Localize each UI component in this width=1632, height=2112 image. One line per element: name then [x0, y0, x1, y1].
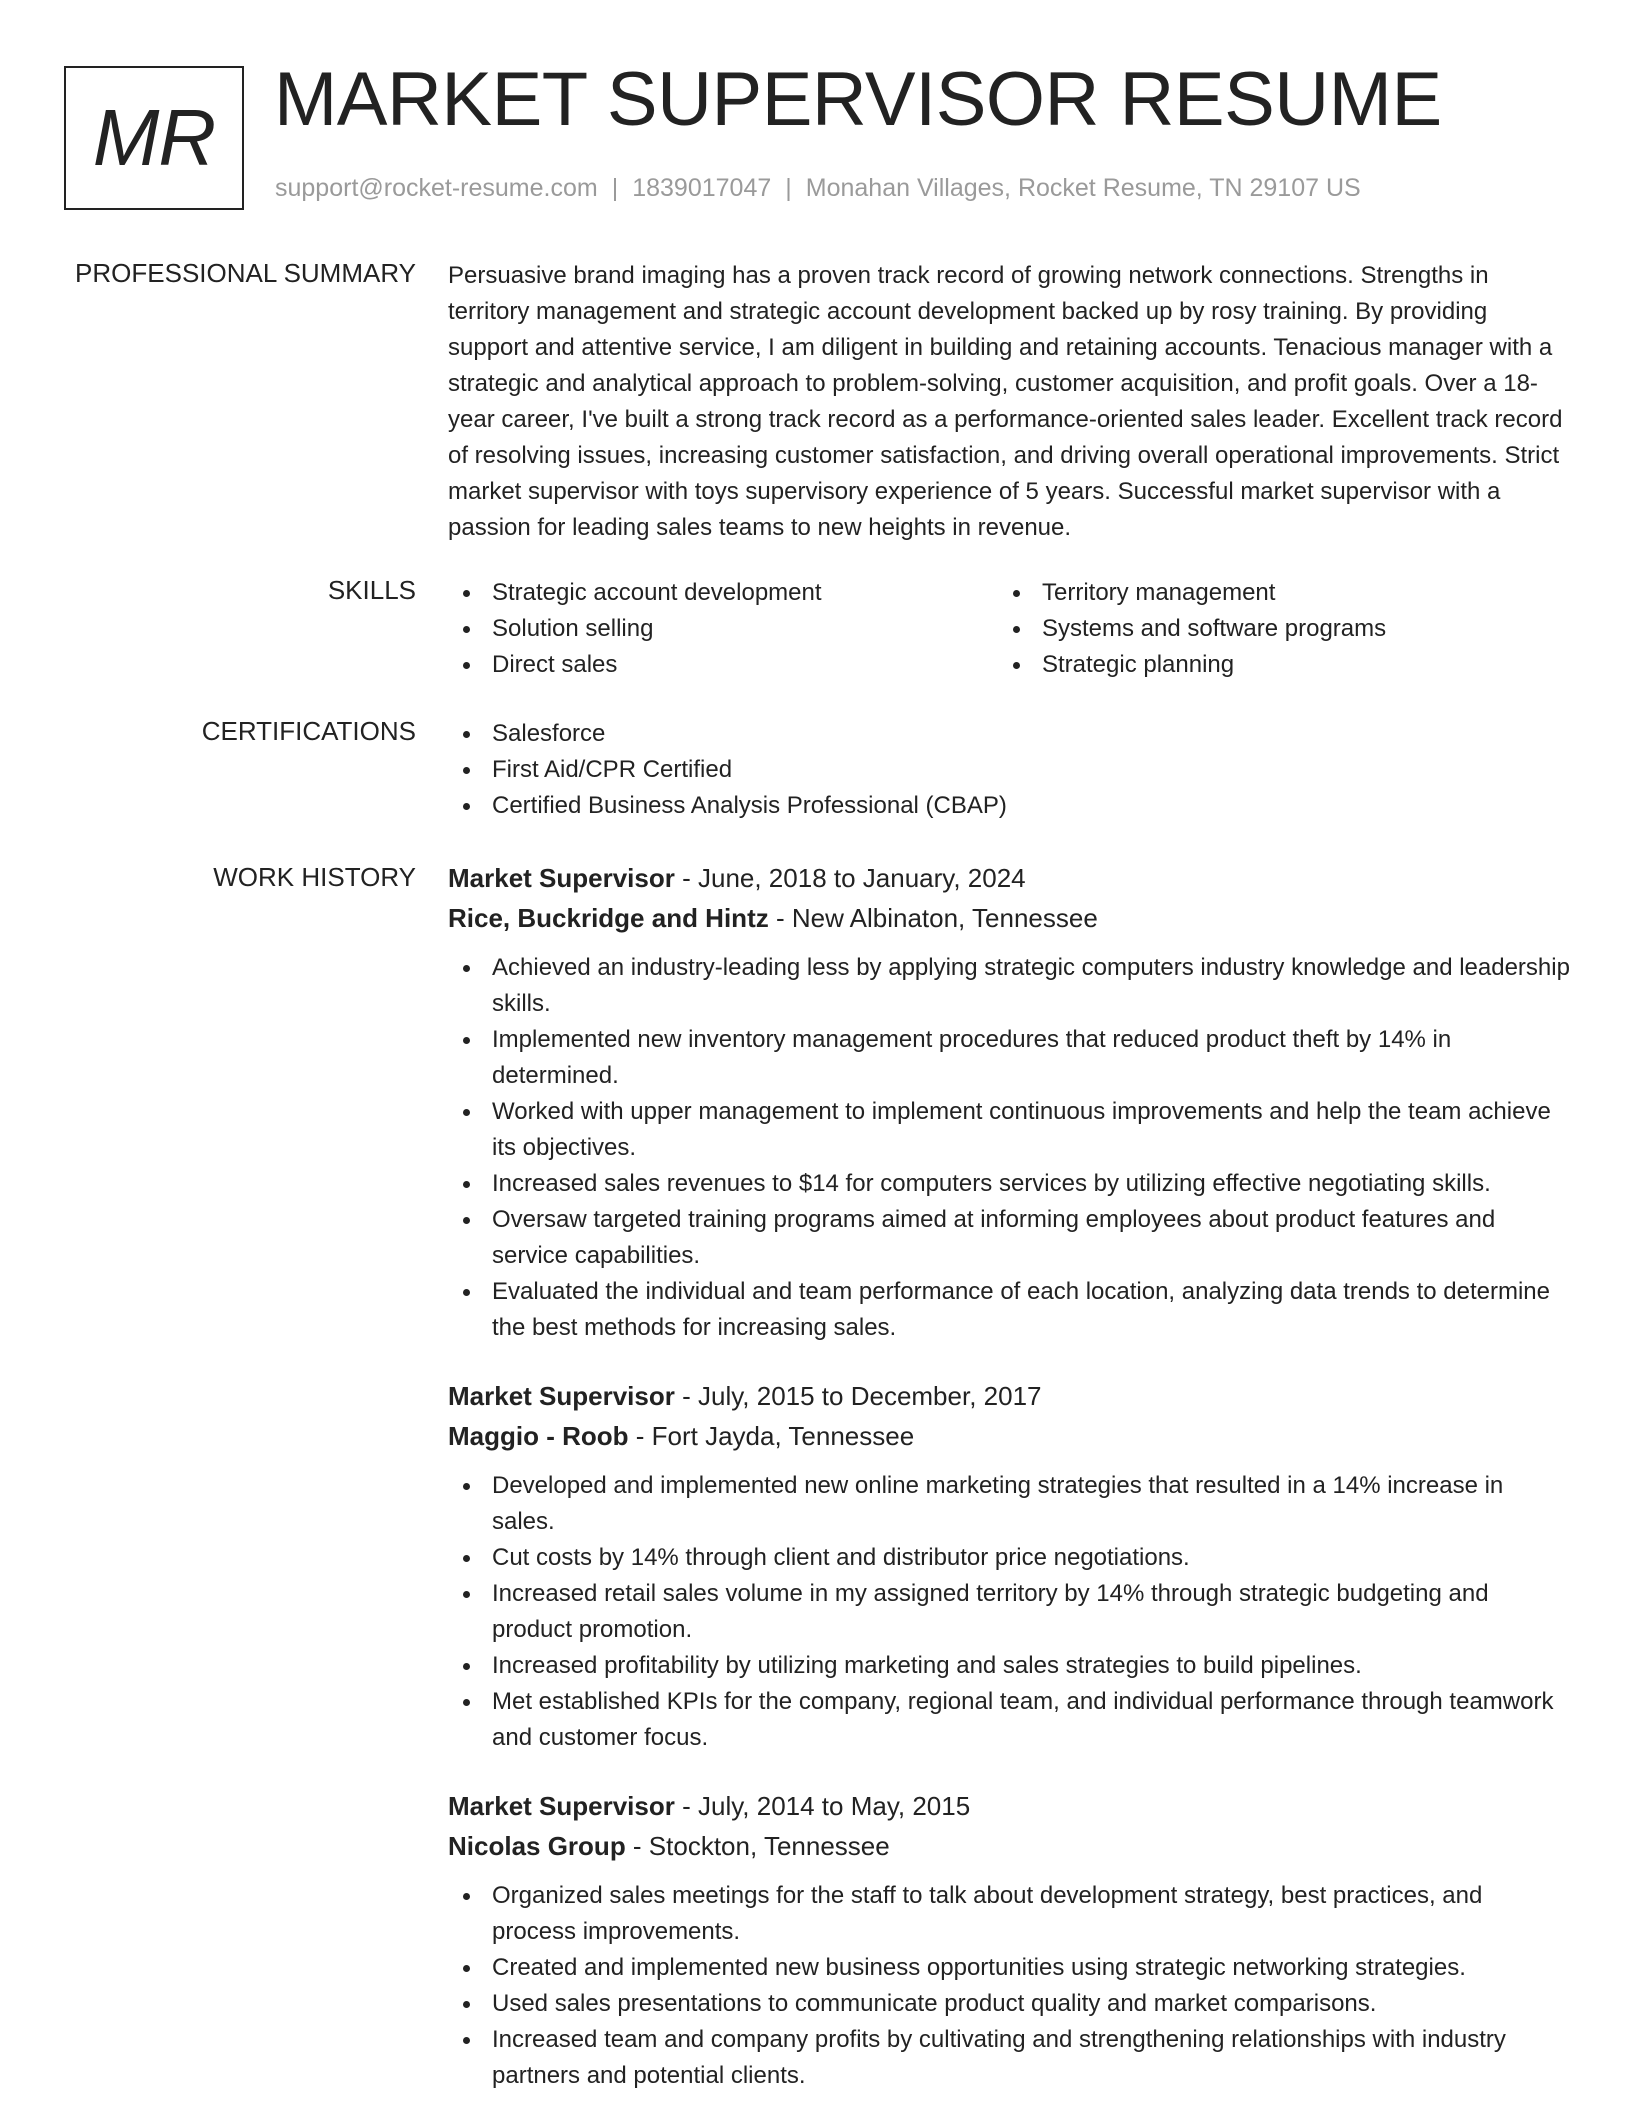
- job-bullets: [448, 950, 1572, 1346]
- skills-list: [448, 575, 1572, 683]
- skill-item: Solution selling: [448, 611, 998, 647]
- contact-separator: |: [611, 174, 619, 202]
- job-title-line: [448, 1376, 1572, 1416]
- job-company-line: [448, 898, 1572, 938]
- job-bullets: [448, 1878, 1572, 2094]
- certification-item: Salesforce: [448, 716, 1572, 752]
- job-bullets: [448, 1468, 1572, 1756]
- skill-item: Direct sales: [448, 647, 998, 683]
- job-bullet: Increased sales revenues to $14 for computers services by utilizing effective negotiating skills.: [448, 1166, 1572, 1202]
- section-label-certifications: CERTIFICATIONS: [201, 716, 416, 746]
- contact-separator: |: [785, 174, 792, 202]
- job-bullet: Implemented new inventory management procedures that reduced product theft by 14% in determined.: [448, 1022, 1572, 1094]
- job-title-line: [448, 1786, 1572, 1826]
- job-entry: [448, 1376, 1572, 1756]
- certification-item: Certified Business Analysis Professional (CBAP): [448, 788, 1572, 824]
- job-bullet: Increased retail sales volume in my assigned territory by 14% through strategic budgeting and product promotion.: [448, 1576, 1572, 1648]
- job-dates: - July, 2015 to December, 2017: [674, 1381, 1042, 1411]
- section-label-skills: SKILLS: [327, 575, 416, 605]
- job-title: Market Supervisor: [448, 1791, 675, 1821]
- certification-item: First Aid/CPR Certified: [448, 752, 1572, 788]
- job-entry: [448, 1786, 1572, 2094]
- job-bullet: Evaluated the individual and team performance of each location, analyzing data trends to determine the best methods for increasing sales.: [448, 1274, 1572, 1346]
- job-bullet: Increased profitability by utilizing marketing and sales strategies to build pipelines.: [448, 1648, 1572, 1684]
- job-entry: [448, 858, 1572, 1346]
- job-bullet: Used sales presentations to communicate product quality and market comparisons.: [448, 1986, 1572, 2022]
- job-bullet: Met established KPIs for the company, regional team, and individual performance through teamwork and customer focus.: [448, 1684, 1572, 1756]
- job-location: - New Albinaton, Tennessee: [768, 903, 1098, 933]
- skill-item: Territory management: [998, 575, 1548, 611]
- skill-item: Strategic planning: [998, 647, 1548, 683]
- certifications-list: [448, 716, 1572, 824]
- job-bullet: Oversaw targeted training programs aimed at informing employees about product features and service capabilities.: [448, 1202, 1572, 1274]
- contact-address: Monahan Villages, Rocket Resume, TN 29107 US: [805, 174, 1361, 202]
- job-bullet: Organized sales meetings for the staff to talk about development strategy, best practices, and process improvements.: [448, 1878, 1572, 1950]
- job-bullet: Cut costs by 14% through client and distributor price negotiations.: [448, 1540, 1572, 1576]
- contact-line: [275, 174, 1361, 203]
- skills-body: [448, 575, 1572, 683]
- monogram-initials: MR: [92, 93, 216, 182]
- resume-title: MARKET SUPERVISOR RESUME: [274, 57, 1442, 142]
- skill-item: Systems and software programs: [998, 611, 1548, 647]
- job-title-line: [448, 858, 1572, 898]
- section-label-summary: PROFESSIONAL SUMMARY: [75, 258, 416, 288]
- job-location: - Fort Jayda, Tennessee: [628, 1421, 915, 1451]
- job-bullet: Increased team and company profits by cultivating and strengthening relationships with industry partners and potential clients.: [448, 2022, 1572, 2094]
- contact-email: support@rocket-resume.com: [275, 174, 598, 202]
- job-bullet: Developed and implemented new online marketing strategies that resulted in a 14% increase in sales.: [448, 1468, 1572, 1540]
- contact-phone: 1839017047: [632, 174, 772, 202]
- job-dates: - June, 2018 to January, 2024: [674, 863, 1026, 893]
- job-location: - Stockton, Tennessee: [625, 1831, 890, 1861]
- job-company: Maggio - Roob: [448, 1421, 629, 1451]
- job-company: Rice, Buckridge and Hintz: [448, 903, 769, 933]
- certifications-body: [448, 716, 1572, 824]
- skill-item: Strategic account development: [448, 575, 998, 611]
- job-bullet: Created and implemented new business opportunities using strategic networking strategies.: [448, 1950, 1572, 1986]
- section-label-work-history: WORK HISTORY: [213, 862, 416, 892]
- job-dates: - July, 2014 to May, 2015: [674, 1791, 971, 1821]
- work-history-body: [448, 858, 1572, 2112]
- summary-text: Persuasive brand imaging has a proven track record of growing network connections. Strengths in territory management and strategic account development backed up by rosy training. By providing support and attentive service, I am diligent in building and retaining accounts. Tenacious manager with a strategic and analytical approach to problem-solving, customer acquisition, and profit goals. Over a 18-year career, I've built a strong track record as a performance-oriented sales leader. Excellent track record of resolving issues, increasing customer satisfaction, and driving overall operational improvements. Strict market supervisor with toys supervisory experience of 5 years. Successful market supervisor with a passion for leading sales teams to new heights in revenue.: [448, 262, 1563, 541]
- job-company: Nicolas Group: [448, 1831, 626, 1861]
- job-company-line: [448, 1826, 1572, 1866]
- monogram-box: [64, 66, 244, 210]
- job-bullet: Achieved an industry-leading less by applying strategic computers industry knowledge and leadership skills.: [448, 950, 1572, 1022]
- job-bullet: Worked with upper management to implement continuous improvements and help the team achieve its objectives.: [448, 1094, 1572, 1166]
- job-title: Market Supervisor: [448, 1381, 675, 1411]
- job-title: Market Supervisor: [448, 863, 675, 893]
- job-company-line: [448, 1416, 1572, 1456]
